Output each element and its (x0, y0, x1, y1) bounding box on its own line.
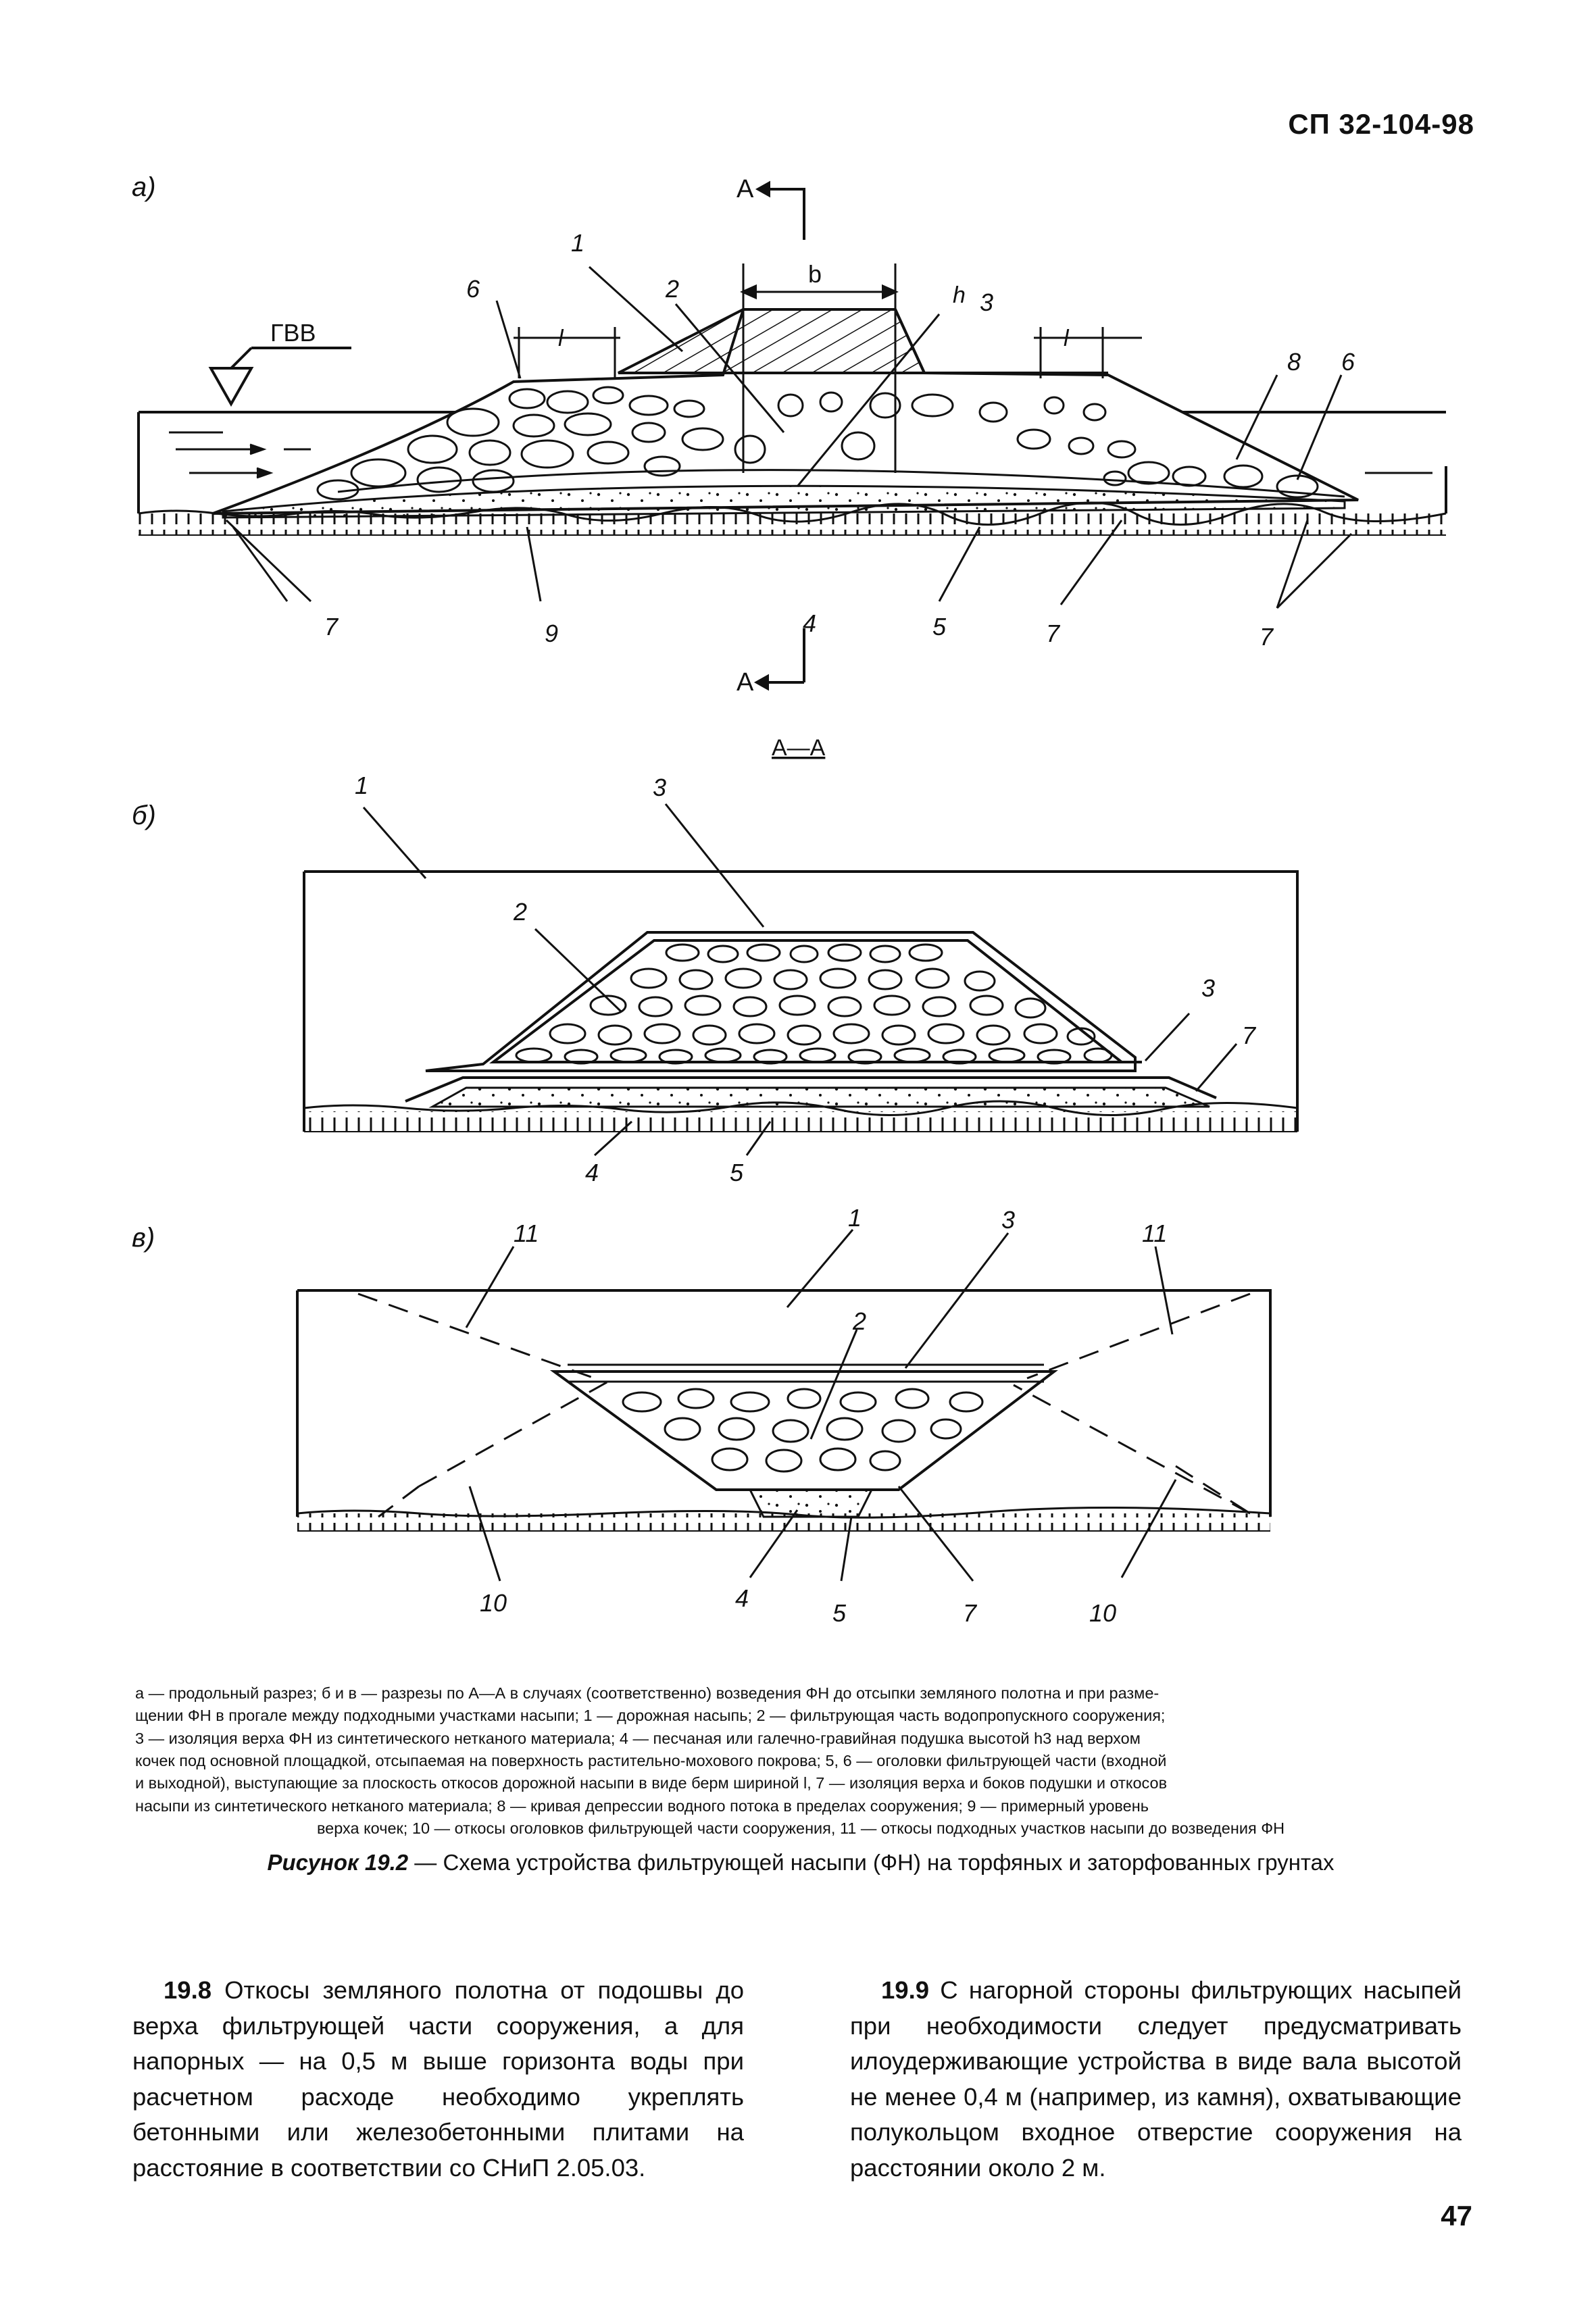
paragraph-number: 19.8 (164, 1976, 212, 2004)
panel-c (132, 1204, 1270, 1627)
document-code: СП 32-104-98 (1288, 108, 1474, 140)
callout-6-right: 6 (1341, 348, 1355, 376)
panel-a-letter: а) (132, 172, 156, 202)
c-callout-5: 5 (832, 1599, 847, 1627)
dim-h-label: h (953, 282, 966, 308)
paragraph-text: С нагорной стороны фильтрующих насыпей при необходимости следует предусматривать илоудерживающие устройства в виде вала высотой не менее 0,4 м (например, из камня), охватывающие полукольцом входное отверстие сооружения на расстоянии около 2 м. (850, 1976, 1462, 2182)
panel-c-letter: в) (132, 1223, 155, 1253)
paragraph-number: 19.9 (881, 1976, 930, 2004)
paragraph-19-9 (850, 1973, 1462, 2186)
panel-a (132, 172, 1446, 697)
figure-title-text: — Схема устройства фильтрующей насыпи (ФН) на торфяных и заторфованных грунтах (408, 1850, 1335, 1875)
callout-6-left: 6 (466, 275, 480, 303)
b-callout-2: 2 (514, 898, 528, 926)
c-callout-11-right: 11 (1142, 1219, 1168, 1247)
c-callout-11-left: 11 (514, 1219, 539, 1247)
page-number: 47 (1441, 2200, 1472, 2232)
gwl-label: ГВВ (270, 319, 316, 347)
b-callout-7: 7 (1242, 1022, 1256, 1049)
c-callout-3: 3 (1001, 1206, 1016, 1234)
c-callout-4: 4 (735, 1584, 749, 1612)
c-callout-1: 1 (848, 1204, 862, 1232)
section-marker-bottom: А (737, 668, 754, 697)
dim-l-right: l (1064, 326, 1069, 351)
callout-7-right: 7 (1260, 623, 1274, 651)
legend-line: и выходной), выступающие за плоскость откосов дорожной насыпи в виде берм шириной l, 7 — изоляция верха и боков подушки и откосов (135, 1774, 1168, 1792)
figure-label: Рисунок 19.2 (267, 1850, 409, 1875)
legend-line: верха кочек; 10 — откосы оголовков фильтрующей части сооружения, 11 — откосы подходных участков насыпи до возведения ФН (316, 1819, 1285, 1838)
c-callout-10-right: 10 (1089, 1599, 1117, 1627)
c-callout-7: 7 (963, 1599, 977, 1627)
section-marker-top: А (737, 175, 754, 203)
callout-8: 8 (1287, 348, 1301, 376)
figure-legend (135, 1682, 1466, 1840)
panel-b (132, 735, 1297, 1186)
callout-4: 4 (803, 609, 817, 637)
dim-l-left: l (558, 326, 564, 351)
figure-title (135, 1850, 1466, 1876)
section-title: А—А (772, 735, 826, 761)
dim-b-label: b (808, 260, 822, 288)
callout-9: 9 (545, 620, 559, 647)
paragraph-text: Откосы земляного полотна от подошвы до верха фильтрующей части сооружения, а для напорных — на 0,5 м выше горизонта воды при расчетном расходе необходимо укреплять бетонными или железобетонными плитами на расстояние в соответствии со СНиП 2.05.03. (132, 1976, 744, 2182)
callout-3: 3 (980, 288, 994, 316)
b-callout-5: 5 (730, 1159, 744, 1186)
c-callout-2: 2 (853, 1307, 867, 1335)
panel-b-letter: б) (132, 801, 156, 830)
callout-2: 2 (666, 275, 680, 303)
legend-line: щении ФН в прогале между подходными участками насыпи; 1 — дорожная насыпь; 2 — фильтрующая часть водопропускного сооружения; (135, 1707, 1166, 1725)
callout-1: 1 (571, 229, 585, 257)
b-callout-3: 3 (653, 774, 667, 801)
legend-line: насыпи из синтетического нетканого материала; 8 — кривая депрессии водного потока в пределах сооружения; 9 — примерный уровень (135, 1796, 1149, 1815)
b-callout-4: 4 (585, 1159, 599, 1186)
legend-line: кочек под основной площадкой, отсыпаемая на поверхность растительно-мохового покрова; 5, 6 — оголовки фильтрующей части (входной (135, 1752, 1167, 1770)
callout-5: 5 (932, 613, 947, 640)
callout-7-mid: 7 (1046, 620, 1060, 647)
b-callout-1: 1 (355, 772, 369, 799)
c-callout-10-left: 10 (480, 1589, 507, 1617)
b-callout-3-right: 3 (1201, 974, 1216, 1002)
legend-line: а — продольный разрез; б и в — разрезы по А—А в случаях (соответственно) возведения ФН до отсыпки земляного полотна и при разме- (135, 1684, 1159, 1702)
paragraph-19-8 (132, 1973, 744, 2186)
callout-7-left: 7 (324, 613, 339, 640)
legend-line: 3 — изоляция верха ФН из синтетического нетканого материала; 4 — песчаная или галечно-гравийная подушка высотой h3 над верхом (135, 1729, 1141, 1747)
